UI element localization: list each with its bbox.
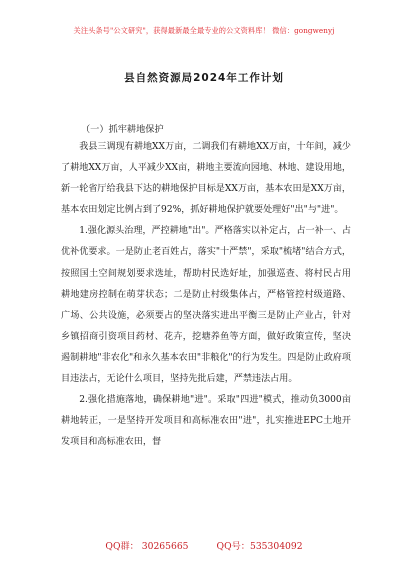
section-heading: （一）抓牢耕地保护 bbox=[81, 124, 164, 135]
header-banner: 关注头条号"公文研究"，获得最新最全最专业的公文资料库！ 微信：gongwenyj bbox=[73, 26, 335, 35]
paragraph-control-out: 1.强化源头治理，严控耕地"出"。严格落实以补定占，占一补一、占优补优要求。一是防止老百姓占，落实"十严禁"，采取"梳堵"结合方式，按照国土空间规划要求选址，帮助村民选好址，加强巡查、将村民占用耕地建房控制在萌芽状态；二是防止村级集体占，严格管控村级道路、广场、公共设施，必须要占的坚决落实进出平衡三是防止产业占，针对乡镇招商引资项目药材、花卉，挖塘养鱼等方面，做好政策宣传，坚决遏制耕地"非农化"和永久基本农田"非粮化"的行为发生。四是防止政府项目违法占，无论什么项目，坚持先批后建，严禁违法占用。 bbox=[61, 226, 351, 385]
footer-contact bbox=[0, 538, 408, 552]
footer-qq-number: QQ号：535304092 bbox=[216, 541, 303, 552]
document-title: 县自然资源局2024年工作计划 bbox=[124, 72, 284, 84]
footer-qq-group: QQ群： 30265665 bbox=[105, 541, 189, 552]
document-body bbox=[61, 137, 351, 453]
paragraph-ensure-in: 2.强化措施落地，确保耕地"进"。采取"四进"模式，推动负3000亩耕地转正，一是坚持开发项目和高标准农田"进"，扎实推进EPC土地开发项目和高标准农田，督 bbox=[61, 395, 351, 448]
paragraph-intro: 我县三调现有耕地XX万亩，二调我们有耕地XX万亩，十年间，减少了耕地XX万亩，人平减少XX亩，耕地主要流向园地、林地、建设用地，新一轮省厅给我县下达的耕地保护目标是XX万亩，基本农田是XX万亩，基本农田划定比例占到了92%，抓好耕地保护就要处理好"出"与"进"。 bbox=[61, 142, 351, 216]
